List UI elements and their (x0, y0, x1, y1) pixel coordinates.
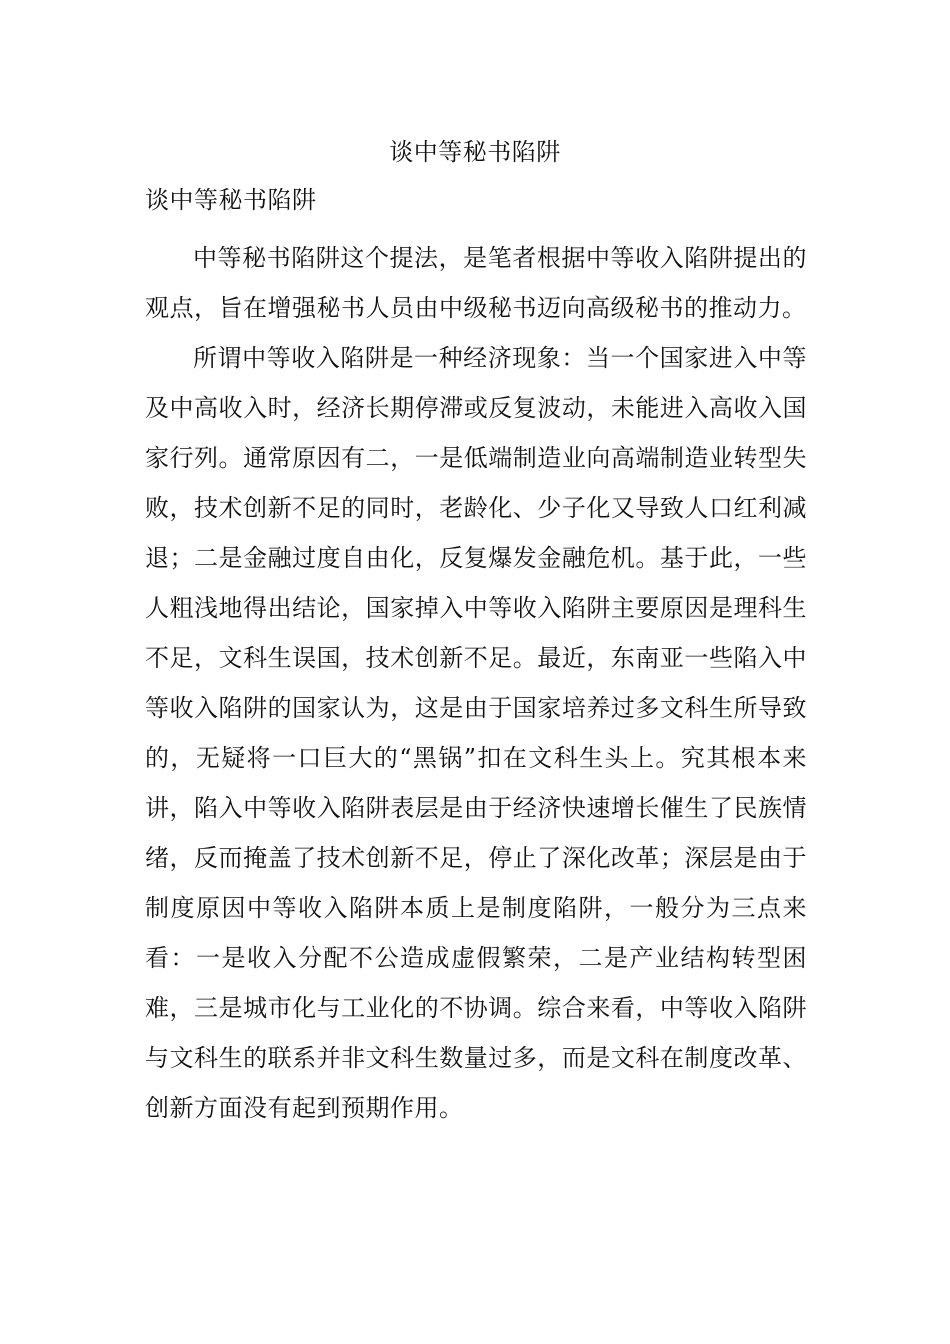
paragraph: 中等秘书陷阱这个提法，是笔者根据中等收入陷阱提出的观点，旨在增强秘书人员由中级秘书迈向高级秘书的推动力。 (145, 244, 807, 322)
document-subtitle: 谈中等秘书陷阱 (145, 186, 317, 214)
paragraph: 所谓中等收入陷阱是一种经济现象：当一个国家进入中等及中高收入时，经济长期停滞或反复波动，未能进入高收入国家行列。通常原因有二，一是低端制造业向高端制造业转型失败，技术创新不足的同时，老龄化、少子化又导致人口红利减退；二是金融过度自由化，反复爆发金融危机。基于此，一些人粗浅地得出结论，国家掉入中等收入陷阱主要原因是理科生不足，文科生误国，技术创新不足。最近，东南亚一些陷入中等收入陷阱的国家认为，这是由于国家培养过多文科生所导致的，无疑将一口巨大的“黑锅”扣在文科生头上。究其根本来讲，陷入中等收入陷阱表层是由于经济快速增长催生了民族情绪，反而掩盖了技术创新不足，停止了深化改革；深层是由于制度原因中等收入陷阱本质上是制度陷阱，一般分为三点来看：一是收入分配不公造成虚假繁荣，二是产业结构转型困难，三是城市化与工业化的不协调。综合来看，中等收入陷阱与文科生的联系并非文科生数量过多，而是文科在制度改革、创新方面没有起到预期作用。 (145, 344, 807, 1122)
document-body (145, 233, 807, 1133)
page-title: 谈中等秘书陷阱 (389, 138, 561, 166)
